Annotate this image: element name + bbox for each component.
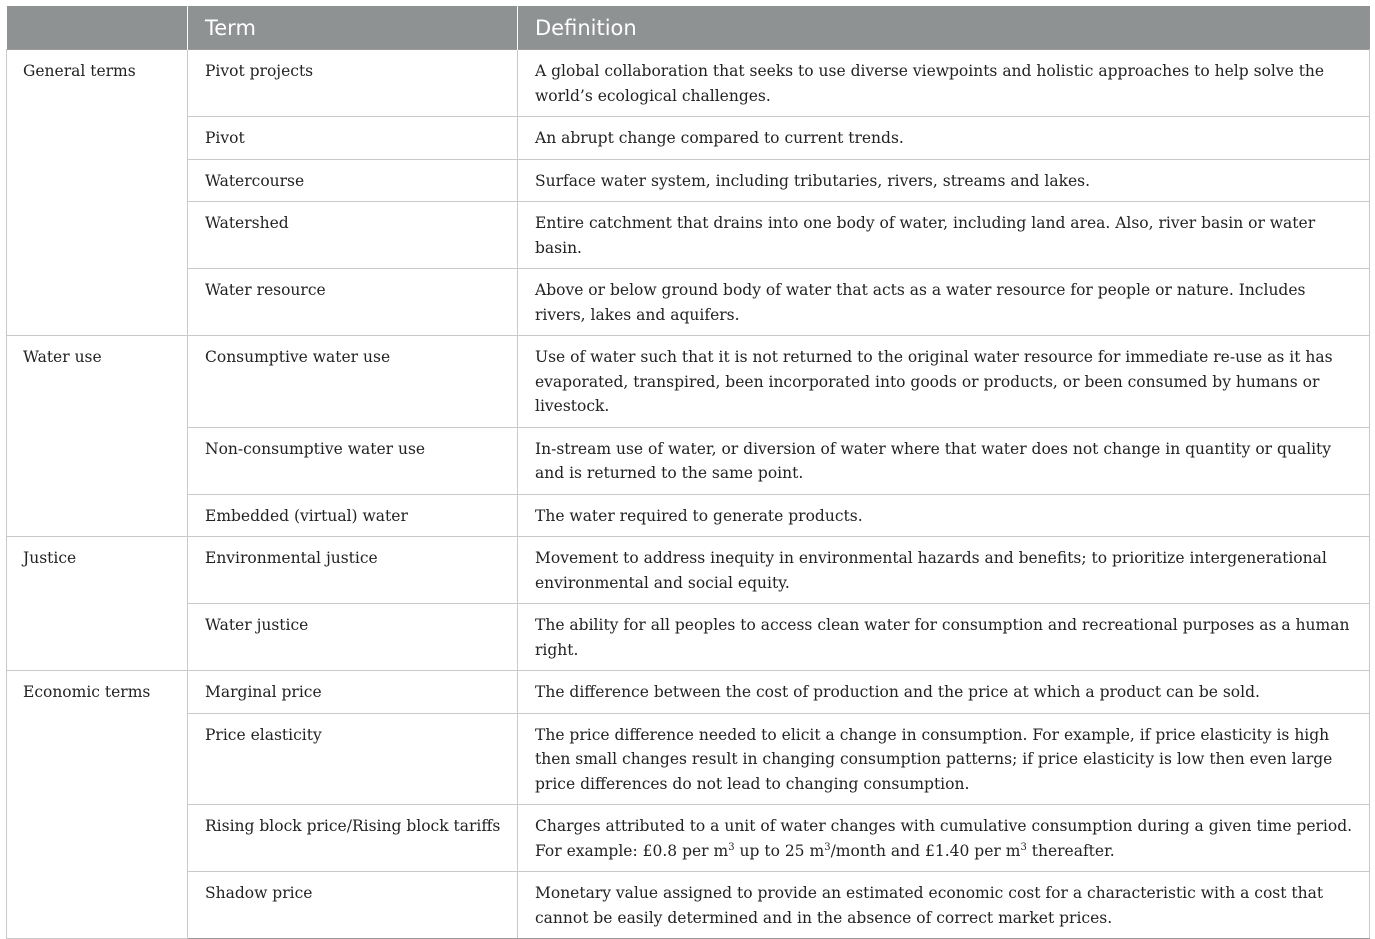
glossary-table-container (6, 6, 1369, 939)
term-cell: Price elasticity (188, 713, 518, 805)
definition-cell: A global collaboration that seeks to use diverse viewpoints and holistic approaches to help solve the world’s ecological challenges. (518, 50, 1370, 117)
definition-cell: The price difference needed to elicit a change in consumption. For example, if price elasticity is high then small changes result in changing consumption patterns; if price elasticity is low then even large price differences do not lead to changing consumption. (518, 713, 1370, 805)
table-row (7, 117, 1370, 160)
table-row (7, 671, 1370, 714)
table-row (7, 537, 1370, 604)
term-cell: Water resource (188, 269, 518, 336)
term-cell: Non-consumptive water use (188, 427, 518, 494)
term-cell: Marginal price (188, 671, 518, 714)
table-header (7, 6, 1370, 50)
definition-cell (518, 805, 1370, 872)
table-row (7, 872, 1370, 939)
definition-text: /month and £1.40 per m (830, 841, 1021, 860)
superscript: 3 (728, 841, 735, 853)
table-row (7, 805, 1370, 872)
term-cell: Embedded (virtual) water (188, 494, 518, 537)
definition-cell: Use of water such that it is not returned to the original water resource for immediate re-use as it has evaporated, transpired, been incorporated into goods or products, or been consumed by humans or livestock. (518, 336, 1370, 428)
table-row (7, 494, 1370, 537)
term-cell: Pivot (188, 117, 518, 160)
term-cell: Rising block price/Rising block tariffs (188, 805, 518, 872)
definition-cell: Entire catchment that drains into one body of water, including land area. Also, river basin or water basin. (518, 202, 1370, 269)
definition-cell: The difference between the cost of production and the price at which a product can be sold. (518, 671, 1370, 714)
definition-cell: Movement to address inequity in environmental hazards and benefits; to prioritize intergenerational environmental and social equity. (518, 537, 1370, 604)
table-row (7, 427, 1370, 494)
definition-cell: An abrupt change compared to current trends. (518, 117, 1370, 160)
term-cell: Consumptive water use (188, 336, 518, 428)
term-cell: Watercourse (188, 159, 518, 202)
table-row (7, 159, 1370, 202)
group-water-use: Water use (7, 336, 188, 537)
definition-text: thereafter. (1026, 841, 1115, 860)
superscript: 3 (1020, 841, 1027, 853)
table-row (7, 713, 1370, 805)
glossary-table (6, 6, 1370, 939)
superscript: 3 (824, 841, 831, 853)
group-economic-terms: Economic terms (7, 671, 188, 939)
definition-text: Charges attributed to a unit of water changes with cumulative consumption during a given time period. For example: £0.8 per m (535, 817, 1353, 860)
table-row (7, 202, 1370, 269)
table-row (7, 604, 1370, 671)
definition-cell: Above or below ground body of water that acts as a water resource for people or nature. Includes rivers, lakes and aquifers. (518, 269, 1370, 336)
group-general-terms: General terms (7, 50, 188, 336)
header-category (7, 6, 188, 50)
table-row (7, 269, 1370, 336)
table-row (7, 50, 1370, 117)
term-cell: Environmental justice (188, 537, 518, 604)
definition-text: up to 25 m (734, 841, 825, 860)
header-row (7, 6, 1370, 50)
term-cell: Shadow price (188, 872, 518, 939)
definition-cell: The water required to generate products. (518, 494, 1370, 537)
definition-cell: Surface water system, including tributaries, rivers, streams and lakes. (518, 159, 1370, 202)
term-cell: Watershed (188, 202, 518, 269)
table-row (7, 336, 1370, 428)
table-body (7, 50, 1370, 939)
definition-cell: The ability for all peoples to access clean water for consumption and recreational purposes as a human right. (518, 604, 1370, 671)
term-cell: Water justice (188, 604, 518, 671)
definition-cell: In-stream use of water, or diversion of water where that water does not change in quantity or quality and is returned to the same point. (518, 427, 1370, 494)
definition-cell: Monetary value assigned to provide an estimated economic cost for a characteristic with a cost that cannot be easily determined and in the absence of correct market prices. (518, 872, 1370, 939)
group-justice: Justice (7, 537, 188, 671)
header-term: Term (188, 6, 518, 50)
header-definition: Definition (518, 6, 1370, 50)
term-cell: Pivot projects (188, 50, 518, 117)
